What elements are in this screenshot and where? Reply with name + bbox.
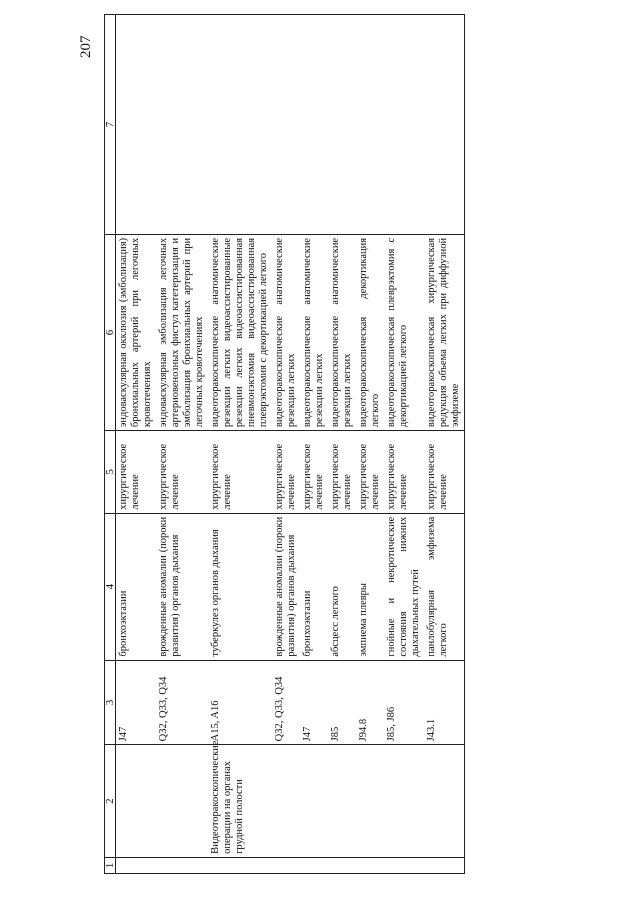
cell-treatment: хирургическое лечение xyxy=(116,431,157,514)
cell-treatment: хирургическое лечение xyxy=(272,431,300,514)
cell-col7 xyxy=(272,15,300,235)
cell-col7 xyxy=(156,15,208,235)
cell-method: эндоваскулярная эмболизация легочных артериовенозных фистул катетеризация и эмболизация бронхиальных артерий при легочных кровотечениях xyxy=(156,234,208,430)
cell-diagnosis: гнойные и некротические состояния нижних дыхательных путей xyxy=(384,513,424,660)
cell-group xyxy=(272,745,300,858)
cell-method: эндоваскулярная окклюзия (эмболизация) бронхиальных артерий при легочных кровотечениях xyxy=(116,234,157,430)
cell-codes: J85, J86 xyxy=(384,660,424,745)
cell-treatment: хирургическое лечение xyxy=(356,431,384,514)
cell-col7 xyxy=(424,15,465,235)
cell-diagnosis: туберкулез органов дыхания xyxy=(208,513,272,660)
cell-col1 xyxy=(300,857,328,873)
cell-method: видеоторакоскопическая хирургическая редукция объема легких при диффузной эмфиземе xyxy=(424,234,465,430)
cell-treatment: хирургическое лечение xyxy=(328,431,356,514)
cell-diagnosis: панлобулярная эмфизема легкого xyxy=(424,513,465,660)
cell-group xyxy=(300,745,328,858)
cell-method: видеоторакоскопические анатомические резекции легких xyxy=(300,234,328,430)
cell-treatment: хирургическое лечение xyxy=(156,431,208,514)
procedures-table xyxy=(104,14,465,874)
cell-treatment: хирургическое лечение xyxy=(384,431,424,514)
cell-group xyxy=(328,745,356,858)
column-header-7: 7 xyxy=(105,15,116,235)
table-row xyxy=(300,15,328,874)
cell-codes: J47 xyxy=(300,660,328,745)
cell-method: видеоторакоскопические анатомические резекции легких xyxy=(272,234,300,430)
cell-col7 xyxy=(116,15,157,235)
table-row xyxy=(328,15,356,874)
cell-group xyxy=(156,745,208,858)
table-row xyxy=(116,15,157,874)
cell-treatment: хирургическое лечение xyxy=(208,431,272,514)
cell-col7 xyxy=(328,15,356,235)
cell-group xyxy=(116,745,157,858)
table-row xyxy=(272,15,300,874)
cell-method: видеоторакоскопические анатомические резекции легких видеоассистированные резекции легких видеоассистированная пневмонэктомия видеоассистированная плеврэктомия с декортикацией легкого xyxy=(208,234,272,430)
cell-group: Видеоторакоскопические операции на органах грудной полости xyxy=(208,745,272,858)
table-row xyxy=(356,15,384,874)
table-row xyxy=(424,15,465,874)
cell-codes: Q32, Q33, Q34 xyxy=(156,660,208,745)
cell-group xyxy=(356,745,384,858)
cell-col1 xyxy=(116,857,157,873)
cell-codes: J85 xyxy=(328,660,356,745)
column-header-6: 6 xyxy=(105,234,116,430)
cell-group xyxy=(384,745,424,858)
procedures-table-wrapper xyxy=(104,14,632,874)
cell-codes: A15, A16 xyxy=(208,660,272,745)
column-header-4: 4 xyxy=(105,513,116,660)
column-header-1: 1 xyxy=(105,857,116,873)
cell-diagnosis: врожденные аномалии (пороки развития) органов дыхания xyxy=(156,513,208,660)
cell-diagnosis: абсцесс легкого xyxy=(328,513,356,660)
column-header-3: 3 xyxy=(105,660,116,745)
cell-codes: J94.8 xyxy=(356,660,384,745)
cell-method: видеоторакоскопическая декортикация легкого xyxy=(356,234,384,430)
page-number: 207 xyxy=(78,35,94,58)
cell-diagnosis: врожденные аномалии (пороки развития) органов дыхания xyxy=(272,513,300,660)
cell-col1 xyxy=(356,857,384,873)
cell-diagnosis: бронхоэктазии xyxy=(300,513,328,660)
cell-col1 xyxy=(424,857,465,873)
cell-codes: Q32, Q33, Q34 xyxy=(272,660,300,745)
column-header-5: 5 xyxy=(105,431,116,514)
cell-codes: J43.1 xyxy=(424,660,465,745)
table-row xyxy=(384,15,424,874)
cell-method: видеоторакоскопическая плеврэктомия с декортикацией легкого xyxy=(384,234,424,430)
cell-codes: J47 xyxy=(116,660,157,745)
cell-col7 xyxy=(384,15,424,235)
cell-col7 xyxy=(208,15,272,235)
cell-treatment: хирургическое лечение xyxy=(300,431,328,514)
cell-col1 xyxy=(328,857,356,873)
cell-group xyxy=(424,745,465,858)
cell-diagnosis: эмпиема плевры xyxy=(356,513,384,660)
column-header-2: 2 xyxy=(105,745,116,858)
cell-col1 xyxy=(272,857,300,873)
table-row xyxy=(208,15,272,874)
cell-method: видеоторакоскопические анатомические резекции легких xyxy=(328,234,356,430)
cell-col7 xyxy=(356,15,384,235)
table-row xyxy=(156,15,208,874)
cell-col1 xyxy=(208,857,272,873)
cell-col1 xyxy=(156,857,208,873)
cell-treatment: хирургическое лечение xyxy=(424,431,465,514)
cell-col1 xyxy=(384,857,424,873)
table-header-row xyxy=(105,15,116,874)
cell-diagnosis: бронхоэктазии xyxy=(116,513,157,660)
cell-col7 xyxy=(300,15,328,235)
